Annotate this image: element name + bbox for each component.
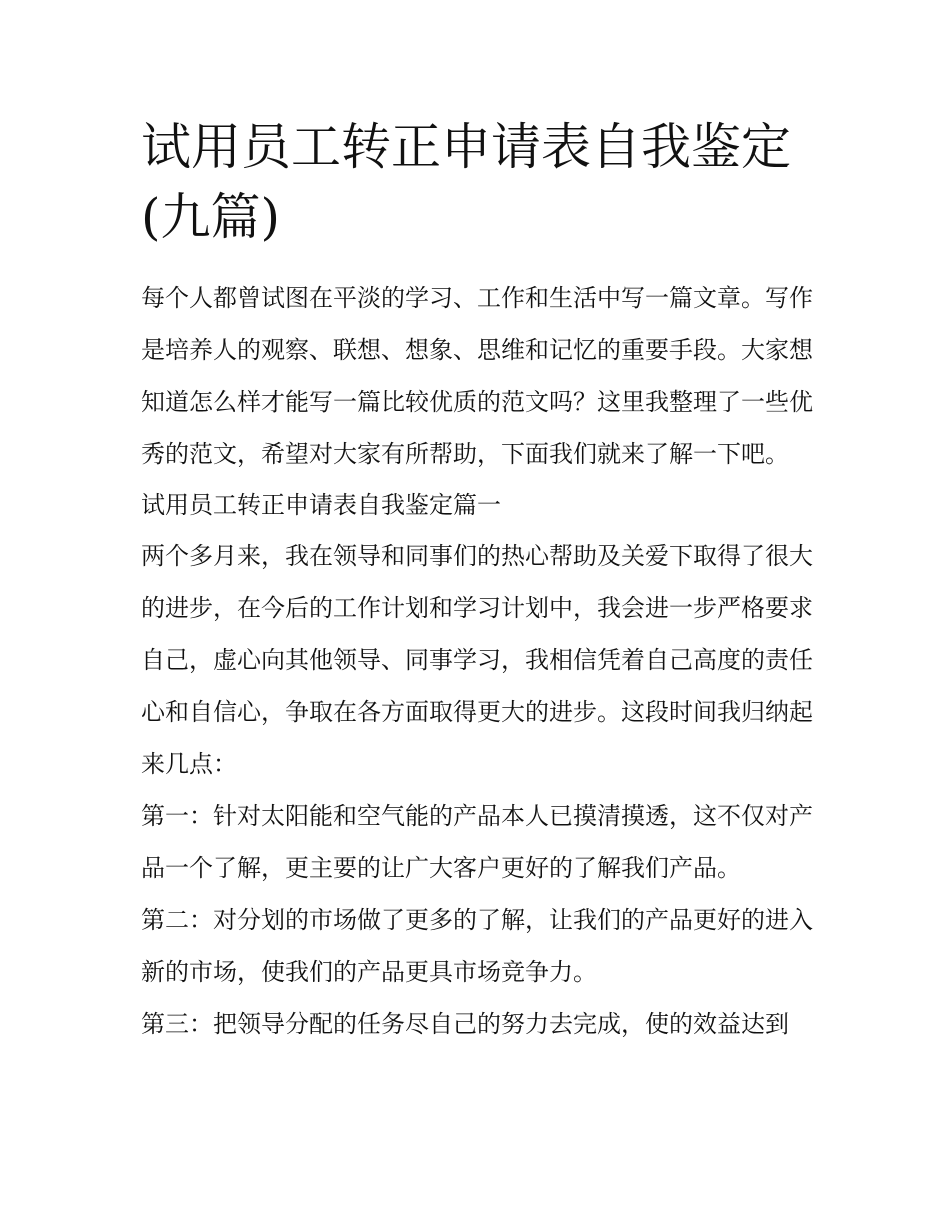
section-paragraph-1: 两个多月来，我在领导和同事们的热心帮助及关爱下取得了很大的进步，在今后的工作计划和学习计划中，我会进一步严格要求自己，虚心向其他领导、同事学习，我相信凭着自己高度的责任心和自信心，争取在各方面取得更大的进步。这段时间我归纳起来几点：	[141, 542, 813, 778]
intro-paragraph: 每个人都曾试图在平淡的学习、工作和生活中写一篇文章。写作是培养人的观察、联想、想象、思维和记忆的重要手段。大家想知道怎么样才能写一篇比较优质的范文吗？这里我整理了一些优秀的范文，希望对大家有所帮助，下面我们就来了解一下吧。	[141, 284, 813, 468]
document-page	[141, 112, 813, 1050]
section-paragraph-2: 第一：针对太阳能和空气能的产品本人已摸清摸透，这不仅对产品一个了解，更主要的让广大客户更好的了解我们产品。	[141, 802, 813, 882]
section-paragraph-4: 第三：把领导分配的任务尽自己的努力去完成，使的效益达到	[141, 1010, 789, 1038]
section-heading: 试用员工转正申请表自我鉴定篇一	[141, 491, 501, 519]
section-paragraph-3: 第二：对分划的市场做了更多的了解，让我们的产品更好的进入新的市场，使我们的产品更具市场竞争力。	[141, 906, 813, 986]
document-title: 试用员工转正申请表自我鉴定(九篇)	[141, 118, 791, 246]
